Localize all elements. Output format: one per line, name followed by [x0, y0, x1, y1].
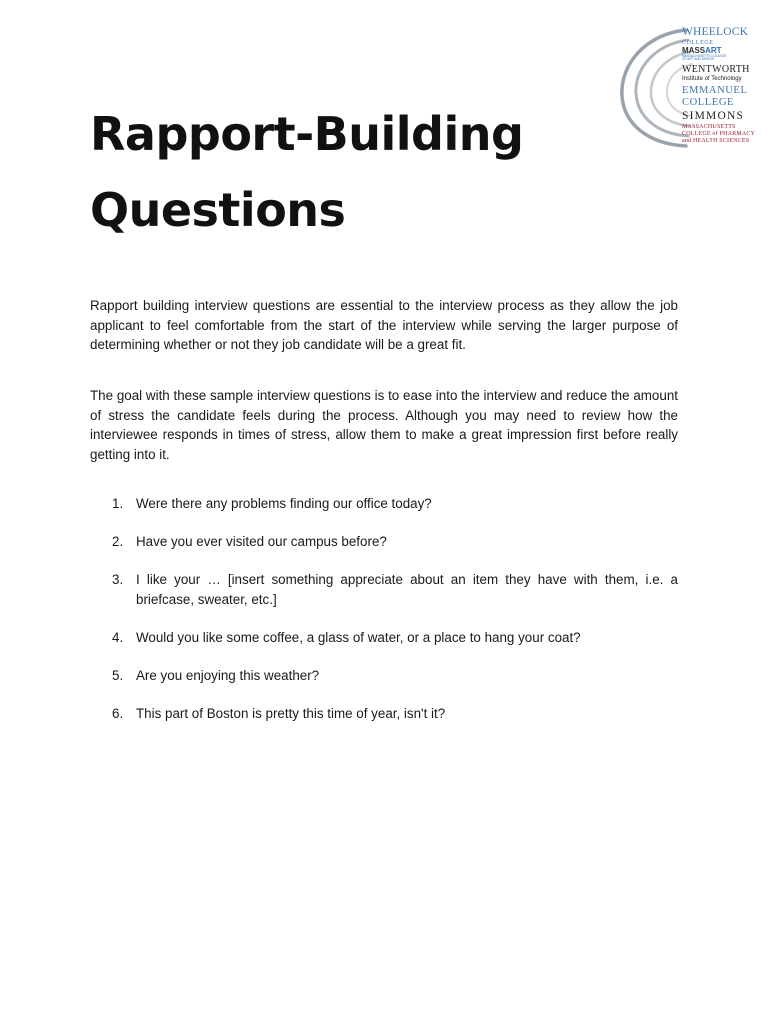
title-line-1: Rapport-Building — [90, 107, 524, 161]
logo-massart-sub-2: OF ART AND DESIGN — [682, 56, 714, 61]
logo-emmanuel-college: COLLEGE — [682, 96, 735, 108]
list-item-text: This part of Boston is pretty this time of year, isn't it? — [136, 705, 446, 721]
list-item-text: Were there any problems finding our office today? — [136, 496, 432, 511]
list-item-text: Would you like some coffee, a glass of water, or a place to hang your coat? — [136, 629, 581, 645]
list-item — [90, 494, 678, 514]
logo-wentworth: WENTWORTH — [682, 64, 750, 76]
list-item-number: 2. — [112, 534, 124, 549]
list-item-text: Are you enjoying this weather? — [136, 667, 320, 683]
list-item-number: 1. — [112, 496, 124, 511]
logo-wheelock: WHEELOCK — [682, 26, 749, 38]
list-item — [90, 532, 678, 552]
logo-emmanuel: EMMANUEL — [682, 85, 748, 97]
title-line-2: Questions — [90, 183, 346, 237]
question-list — [90, 494, 678, 742]
logo-wordmarks — [682, 26, 756, 145]
logo-simmons: SIMMONS — [682, 110, 745, 123]
goal-paragraph: The goal with these sample interview questions is to ease into the interview and reduce the amount of stress the candidate feels during the process. Although you may need to review how the interviewee responds in times of stress, allow them to make a great impression first before really getting into it. — [90, 388, 678, 462]
list-item — [90, 666, 678, 686]
logo-massart-art: ART — [705, 45, 722, 55]
logo-wentworth-sub: Institute of Technology — [682, 76, 742, 83]
logo-mcphs-3: and HEALTH SCIENCES — [682, 138, 750, 145]
logo-massart-sub-1: MASSACHUSETTS COLLEGE — [682, 53, 727, 58]
list-item-number: 6. — [112, 705, 124, 721]
list-item-number: 3. — [112, 572, 124, 587]
list-item — [90, 704, 678, 724]
list-item-number: 4. — [112, 629, 124, 645]
list-item-text: I like your … [insert something appreciate about an item they have with them, i.e. a briefcase, sweater, etc.] — [136, 572, 678, 607]
list-item — [90, 570, 678, 609]
logo-mcphs-1: MASSACHUSETTS — [682, 123, 736, 130]
logo-wheelock-college: COLLEGE — [682, 39, 714, 46]
logo-massart-mass: MASS — [682, 45, 706, 55]
logo-mcphs-2: COLLEGE of PHARMACY — [682, 131, 756, 138]
consortium-logo — [616, 26, 756, 150]
list-item-text: Have you ever visited our campus before? — [136, 534, 387, 549]
list-item-number: 5. — [112, 667, 124, 683]
intro-paragraph: Rapport building interview questions are essential to the interview process as they allow the job applicant to feel comfortable from the start of the interview while serving the larger purpose of determining whether or not they job candidate will be a great fit. — [90, 298, 678, 352]
list-item — [90, 628, 678, 648]
page-title — [90, 96, 523, 248]
